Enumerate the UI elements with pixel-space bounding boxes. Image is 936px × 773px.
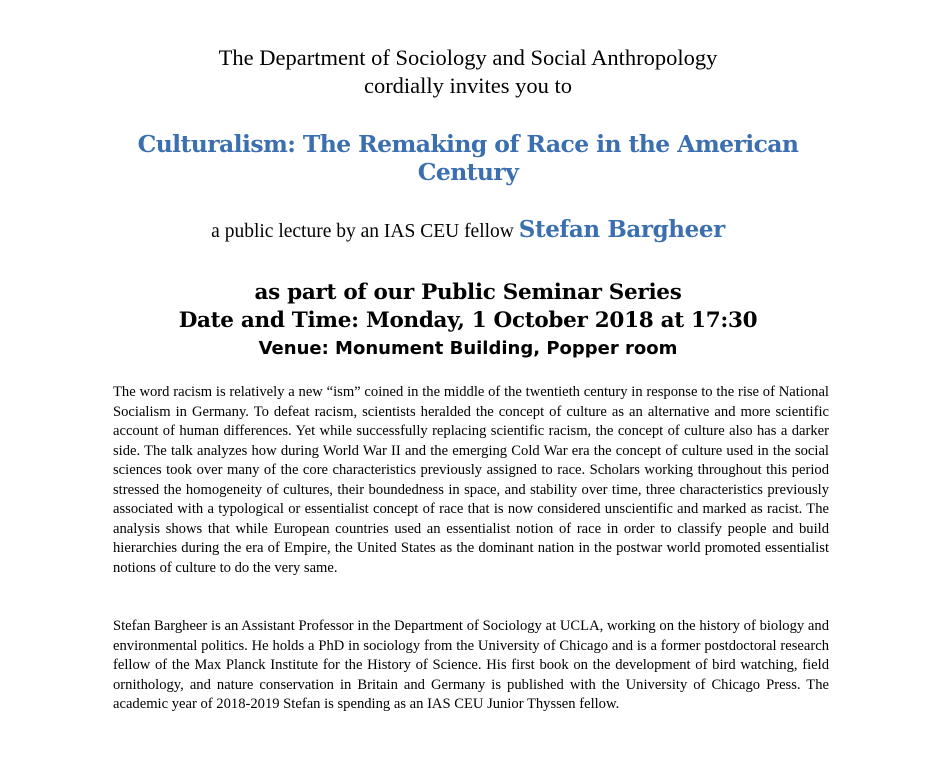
bio-paragraph: Stefan Bargheer is an Assistant Professor in the Department of Sociology at UCLA, working on the history of biology and environmental politics. He holds a PhD in sociology from the University of Chicago and is a former postdoctoral research fellow of the Max Planck Institute for the History of Science. His first book on the development of bird watching, field ornithology, and nature conservation in Britain and Germany is published with the University of Chicago Press. The academic year of 2018-2019 Stefan is spending as an IAS CEU Junior Thyssen fellow. <box>113 618 829 712</box>
date-time: Date and Time: Monday, 1 October 2018 at 17:30 <box>178 308 758 333</box>
lecture-intro-line <box>0 216 936 246</box>
lecture-intro: a public lecture by an IAS CEU fellow <box>211 221 514 242</box>
speaker-name: Stefan Bargheer <box>518 216 725 243</box>
department-line: The Department of Sociology and Social Anthropology <box>218 45 718 70</box>
invitation-header <box>0 44 936 100</box>
seminar-series: as part of our Public Seminar Series <box>254 280 682 305</box>
invite-line: cordially invites you to <box>363 73 573 98</box>
abstract-paragraph: The word racism is relatively a new “ism” coined in the middle of the twentieth century in response to the rise of National Socialism in Germany. To defeat racism, scientists heralded the concept of culture as an alternative and more scientific account of human differences. Yet while successfully replacing scientific racism, the concept of culture also has a darker side. The talk analyzes how during World War II and the emerging Cold War era the concept of culture used in the social sciences took over many of the core characteristics previously assigned to race. Scholars working throughout this period stressed the homogeneity of cultures, their boundedness in space, and stability over time, three characteristics previously associated with a typological or essentialist concept of race that is now considered unscientific and marked as racist. The analysis shows that while European countries used an essentialist notion of race in order to classify people and build hierarchies during the era of Empire, the United States as the dominant nation in the postwar world promoted essentialist notions of culture to do the very same. <box>113 384 829 576</box>
lecture-title: Culturalism: The Remaking of Race in the American Century <box>137 130 799 186</box>
event-details <box>0 279 936 335</box>
venue: Venue: Monument Building, Popper room <box>258 338 678 359</box>
